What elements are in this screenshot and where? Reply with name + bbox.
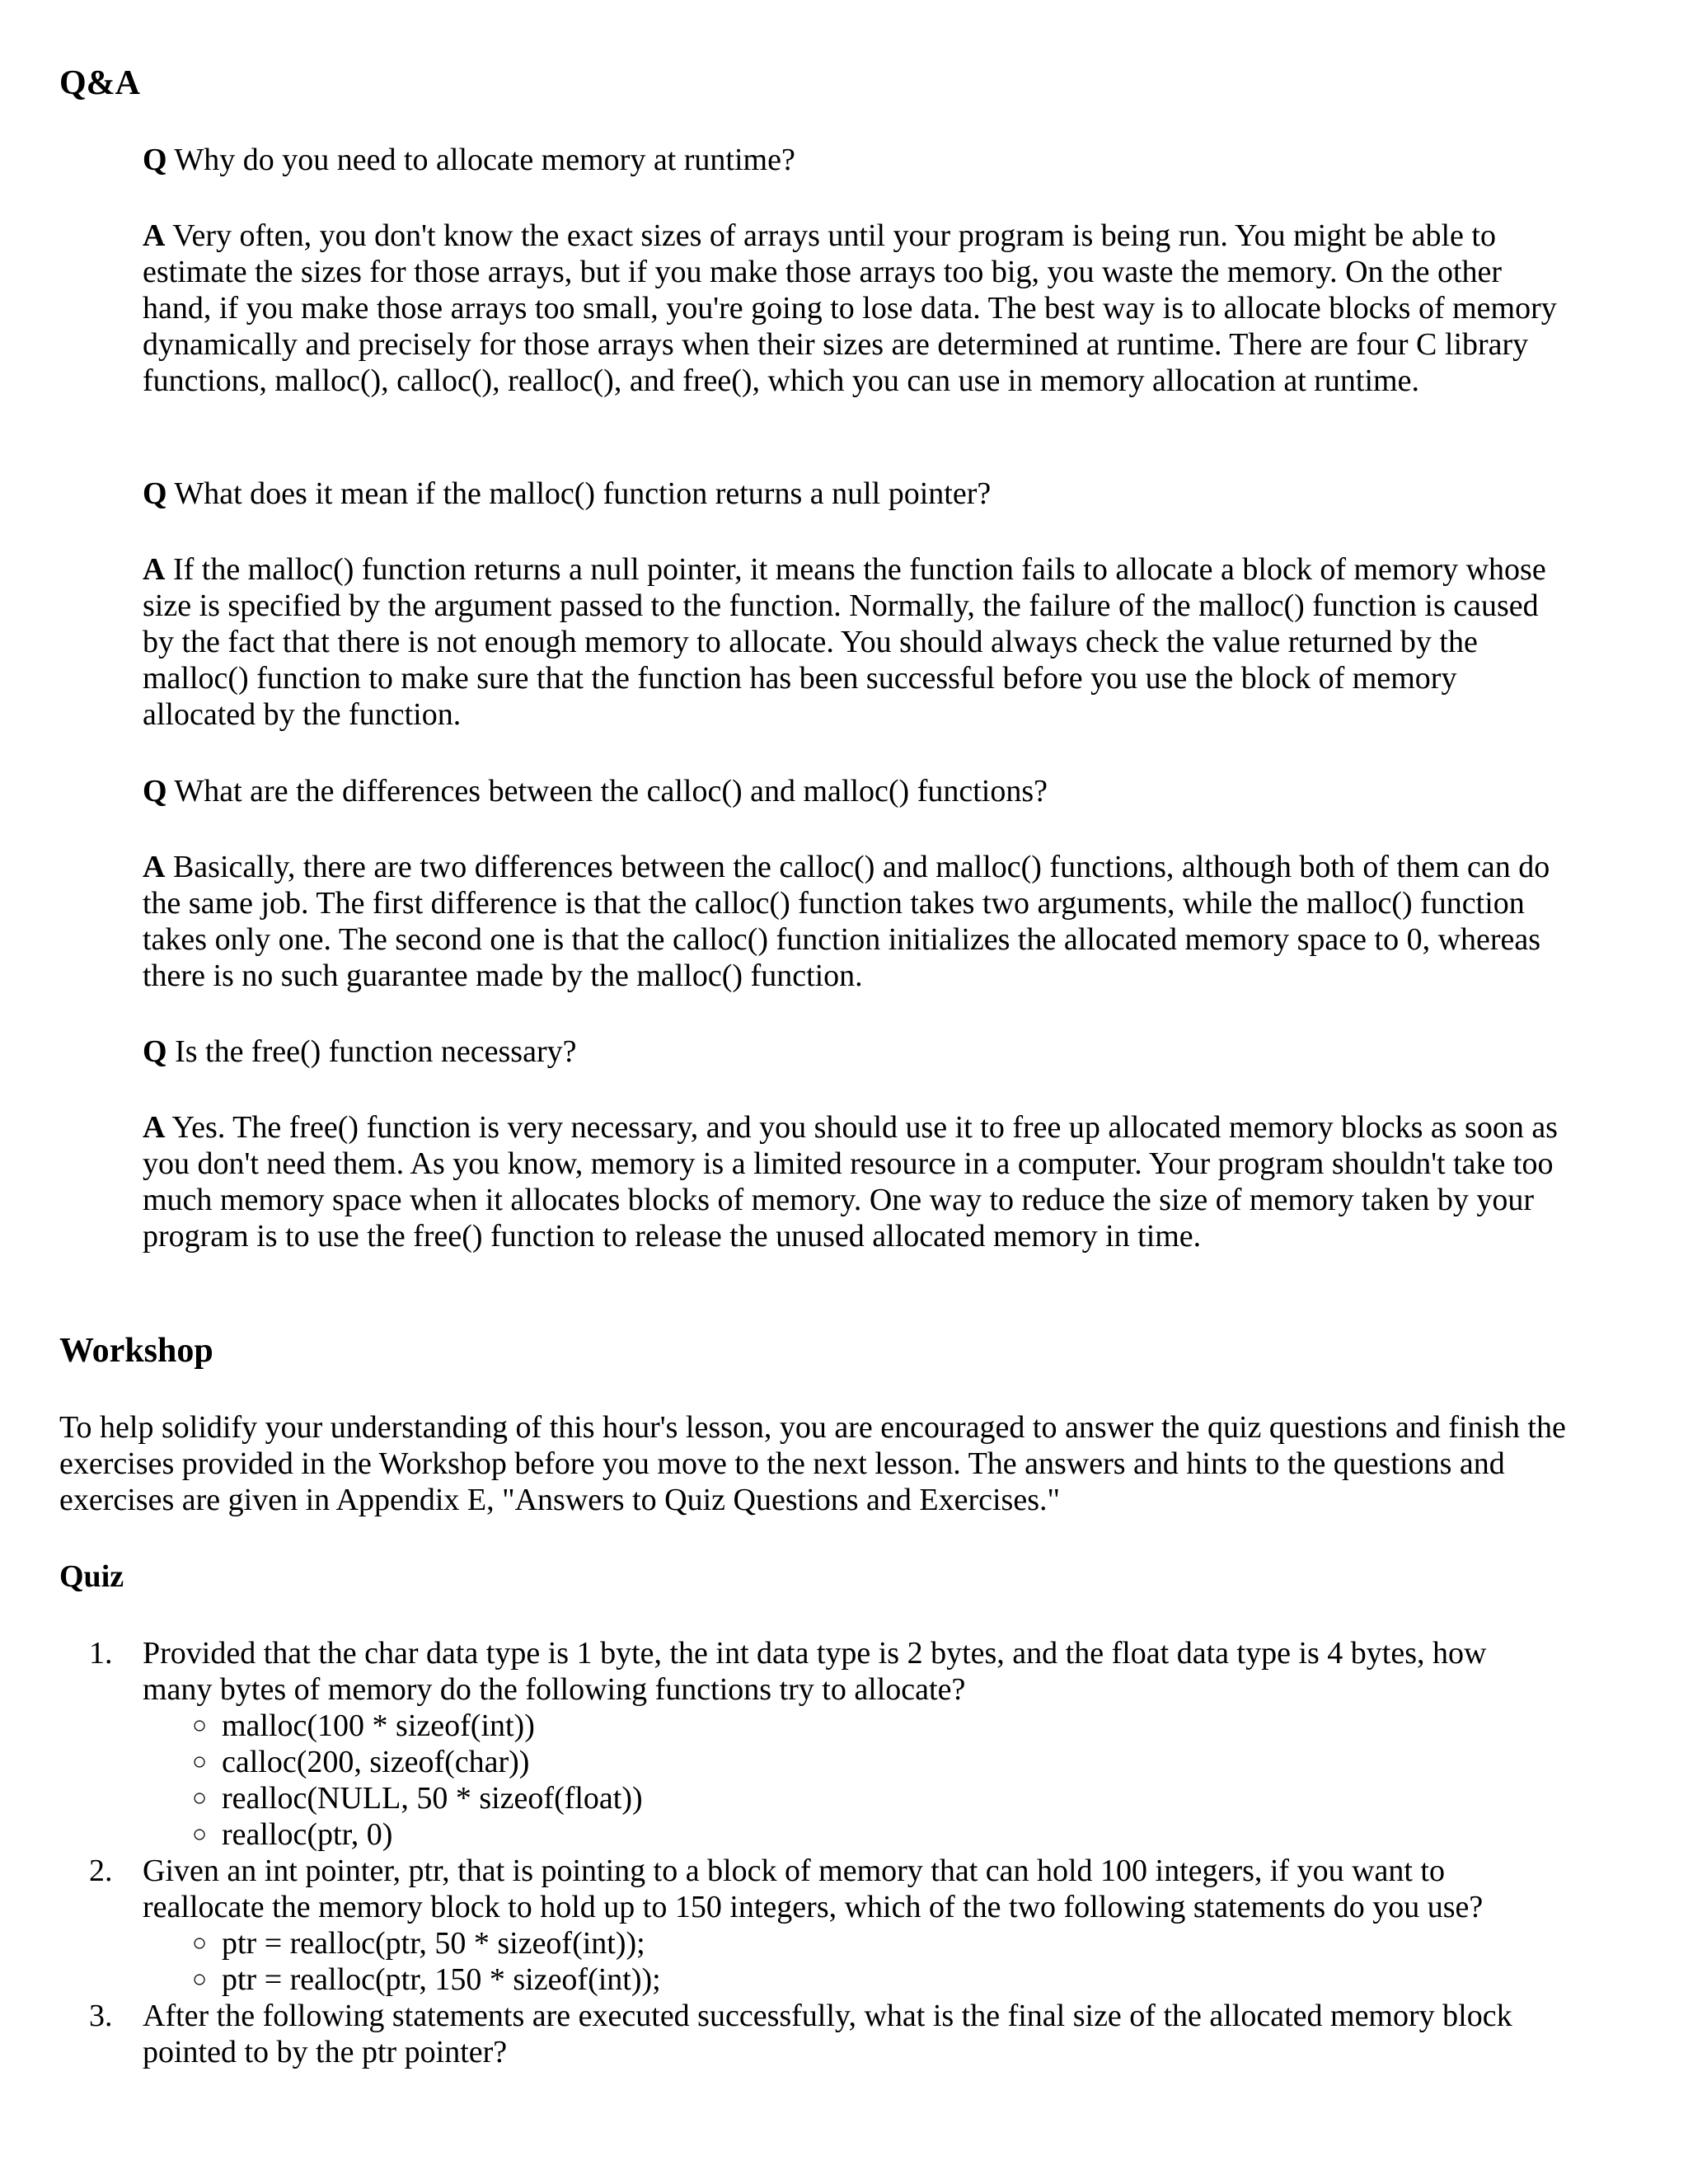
answer-text: Yes. The free() function is very necessary, and you should use it to free up allocated memory blocks as soon as you don't need them. As you know, memory is a limited resource in a computer. Your program shouldn't take too much memory space when it allocates blocks of memory. One way to reduce the size of memory taken by your program is to use the free() function to release the unused allocated memory in time. [143,1110,1558,1254]
quiz-option [192,1744,529,1780]
workshop-heading: Workshop [59,1332,213,1370]
question-text: What does it mean if the malloc() function returns a null pointer? [174,476,992,511]
option-text: realloc(ptr, 0) [222,1817,393,1852]
workshop-intro: To help solidify your understanding of this hour's lesson, you are encouraged to answer the quiz questions and finish the exercises provided in the Workshop before you move to the next lesson. The answers and hints to the questions and exercises are given in Appendix E, "Answers to Quiz Questions and Exercises." [59,1410,1566,1517]
quiz-number-1: 1. [89,1636,113,1671]
q-mark: Q [143,1034,167,1069]
q-mark: Q [143,476,167,511]
q-mark: Q [143,774,167,808]
hollow-circle-icon: ○ [192,1966,208,1993]
quiz-option [192,1708,535,1744]
qa-heading: Q&A [59,64,140,102]
qa-question-1 [143,142,1560,178]
option-text: ptr = realloc(ptr, 150 * sizeof(int)); [222,1962,661,1997]
a-mark: A [143,218,166,253]
quiz-option [192,1816,392,1853]
option-text: ptr = realloc(ptr, 50 * sizeof(int)); [222,1926,645,1961]
question-text: What are the differences between the calloc() and malloc() functions? [174,774,1048,808]
quiz-heading: Quiz [59,1559,124,1594]
a-mark: A [143,850,166,884]
hollow-circle-icon: ○ [192,1748,208,1775]
hollow-circle-icon: ○ [192,1929,208,1957]
option-text: malloc(100 * sizeof(int)) [222,1708,535,1743]
answer-text: If the malloc() function returns a null pointer, it means the function fails to allocate a block of memory whose size is specified by the argument passed to the function. Normally, the failure of the malloc() function is caused by the fact that there is not enough memory to allocate. You should always check the value returned by the malloc() function to make sure that the function has been successful before you use the block of memory allocated by the function. [143,552,1546,732]
quiz-option [192,1925,645,1961]
a-mark: A [143,552,166,587]
qa-answer-3 [143,849,1560,994]
q-mark: Q [143,143,167,177]
quiz-number-3: 3. [89,1999,113,2033]
quiz-question-2: Given an int pointer, ptr, that is pointing to a block of memory that can hold 100 integers, if you want to reallocate the memory block to hold up to 150 integers, which of the two following statements do you use? [143,1854,1484,1924]
quiz-number-2: 2. [89,1854,113,1888]
quiz-option [192,1961,661,1998]
hollow-circle-icon: ○ [192,1821,208,1848]
question-text: Is the free() function necessary? [175,1034,577,1069]
qa-answer-2 [143,551,1560,733]
option-text: realloc(NULL, 50 * sizeof(float)) [222,1781,643,1816]
a-mark: A [143,1110,166,1145]
qa-question-3 [143,773,1560,809]
qa-question-2 [143,476,1560,512]
answer-text: Basically, there are two differences between the calloc() and malloc() functions, although both of them can do the same job. The first difference is that the calloc() function takes two arguments, while the malloc() function takes only one. The second one is that the calloc() function initializes the allocated memory space to 0, whereas there is no such guarantee made by the malloc() function. [143,850,1550,993]
qa-answer-4 [143,1109,1560,1254]
option-text: calloc(200, sizeof(char)) [222,1745,530,1779]
quiz-option [192,1780,643,1816]
quiz-question-3: After the following statements are executed successfully, what is the final size of the allocated memory block pointed to by the ptr pointer? [143,1999,1512,2069]
qa-answer-1 [143,218,1560,399]
hollow-circle-icon: ○ [192,1712,208,1739]
quiz-question-1: Provided that the char data type is 1 byte, the int data type is 2 bytes, and the float data type is 4 bytes, how many bytes of memory do the following functions try to allocate? [143,1636,1487,1707]
hollow-circle-icon: ○ [192,1784,208,1811]
qa-question-4 [143,1033,1560,1070]
question-text: Why do you need to allocate memory at runtime? [174,143,795,177]
answer-text: Very often, you don't know the exact sizes of arrays until your program is being run. You might be able to estimate the sizes for those arrays, but if you make those arrays too big, you waste the memory. On the other hand, if you make those arrays too small, you're going to lose data. The best way is to allocate blocks of memory dynamically and precisely for those arrays when their sizes are determined at runtime. There are four C library functions, malloc(), calloc(), realloc(), and free(), which you can use in memory allocation at runtime. [143,218,1557,398]
